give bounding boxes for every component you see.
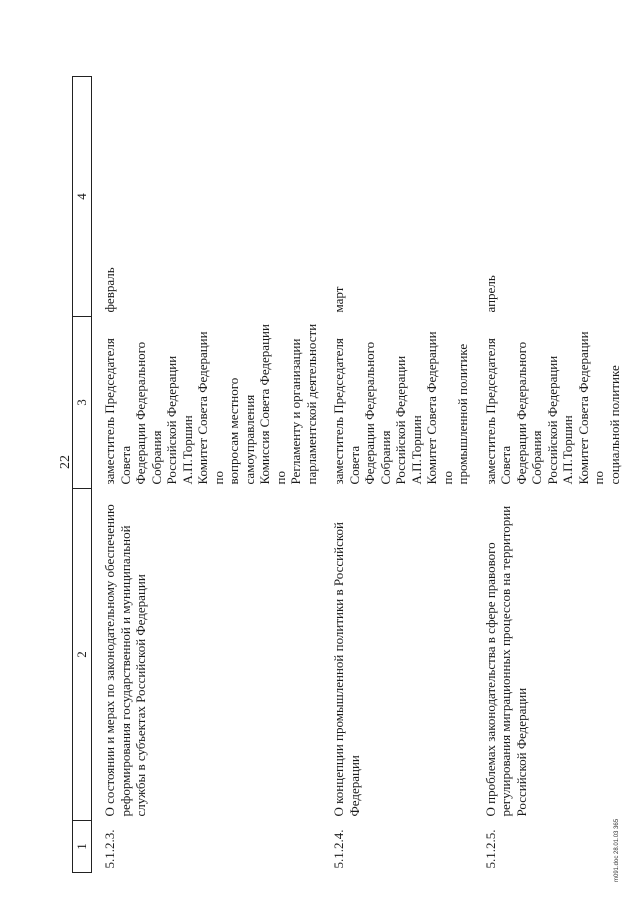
executor-line: Комитет Совета Федерации по bbox=[424, 331, 455, 485]
column-header: 4 bbox=[73, 77, 92, 317]
item-title-line: регулирования миграционных процессов на территории bbox=[498, 505, 513, 817]
executor-line: заместитель Председателя Совета bbox=[102, 338, 133, 485]
executor-line: Российской Федерации А.П.Торшин bbox=[164, 355, 195, 485]
item-title-line: О проблемах законодательства в сфере правового bbox=[482, 542, 498, 817]
item-title-line: службы в субъектах Российской Федерации bbox=[133, 574, 148, 817]
item-title-line: О состоянии и мерах по законодательному обеспечению bbox=[102, 504, 117, 817]
executor-line: промышленной политике bbox=[455, 343, 470, 485]
executor-line: Федерации Федерального Собрания bbox=[362, 341, 393, 485]
item-executors bbox=[92, 317, 328, 489]
executor-line: Комитет Совета Федерации по bbox=[195, 331, 226, 485]
item-number: 5.1.2.3. bbox=[102, 829, 117, 869]
item-title-line: реформирования государственной и муниципальной bbox=[117, 525, 133, 817]
executor-line: Федерации Федерального Собрания bbox=[133, 341, 164, 485]
executor-line: заместитель Председателя Совета bbox=[331, 338, 362, 485]
item-title-line: Федерации bbox=[346, 755, 362, 817]
table-header-row bbox=[73, 77, 92, 873]
column-header: 3 bbox=[73, 317, 92, 489]
plan-table bbox=[72, 76, 630, 873]
item-number: 5.1.2.5. bbox=[482, 829, 498, 869]
item-executors bbox=[327, 317, 479, 489]
item-term: апрель bbox=[482, 275, 498, 313]
item-number: 5.1.2.4. bbox=[331, 829, 346, 869]
item-term: март bbox=[331, 286, 346, 313]
item-title bbox=[327, 489, 479, 821]
page-number: 22 bbox=[58, 455, 73, 469]
item-title-line: Российской Федерации bbox=[513, 687, 529, 817]
executor-line: парламентской деятельности bbox=[303, 323, 319, 485]
executor-line: Федерации Федерального Собрания bbox=[513, 341, 544, 485]
executor-line: Регламенту и организации bbox=[288, 338, 303, 485]
executor-line: Комиссия Совета Федерации по bbox=[257, 324, 288, 485]
column-header: 1 bbox=[73, 821, 92, 873]
file-code: m091.doc 28.01.03 365 bbox=[614, 818, 620, 882]
table-row bbox=[479, 77, 631, 873]
executor-line: социальной политике bbox=[606, 365, 622, 485]
item-title bbox=[479, 489, 631, 821]
item-title-line: О концепции промышленной политики в Российской bbox=[331, 522, 346, 817]
table-row bbox=[92, 77, 328, 873]
item-executors bbox=[479, 317, 631, 489]
table-row bbox=[327, 77, 479, 873]
item-title bbox=[92, 489, 328, 821]
column-header: 2 bbox=[73, 489, 92, 821]
executor-line: Российской Федерации А.П.Торшин bbox=[544, 355, 575, 485]
executor-line: заместитель Председателя Совета bbox=[482, 338, 513, 485]
executor-line: Российской Федерации А.П.Торшин bbox=[393, 355, 424, 485]
executor-line: вопросам местного самоуправления bbox=[226, 377, 257, 485]
item-term: февраль bbox=[102, 267, 117, 313]
executor-line: Комитет Совета Федерации по bbox=[575, 331, 606, 485]
